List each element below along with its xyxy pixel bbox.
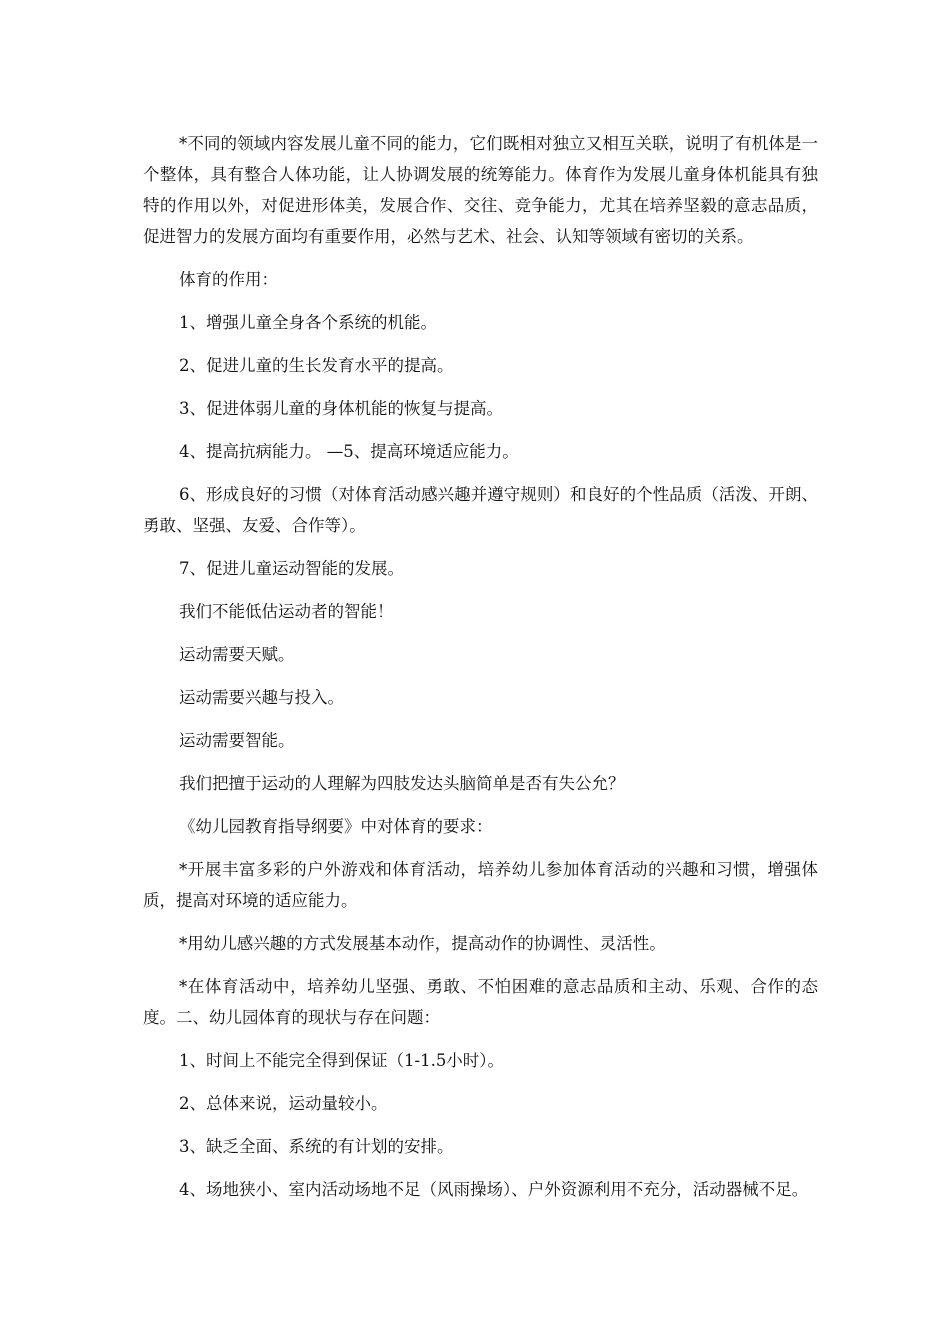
- document-body: [143, 128, 818, 1205]
- paragraph-intelligence: 我们不能低估运动者的智能！: [179, 602, 394, 621]
- heading-guideline: 《幼儿园教育指导纲要》中对体育的要求：: [179, 817, 493, 836]
- problem-item-3: 3、缺乏全面、系统的有计划的安排。: [179, 1137, 454, 1156]
- list-item-role-3: 3、促进体弱儿童的身体机能的恢复与提高。: [179, 399, 503, 418]
- list-item-role-2: 2、促进儿童的生长发育水平的提高。: [179, 356, 454, 375]
- heading-pe-roles: 体育的作用：: [179, 270, 278, 289]
- problem-item-1: 1、时间上不能完全得到保证（1-1.5小时）。: [179, 1051, 505, 1070]
- guideline-item-2: *用幼儿感兴趣的方式发展基本动作，提高动作的协调性、灵活性。: [179, 934, 666, 953]
- guideline-item-1: *开展丰富多彩的户外游戏和体育活动，培养幼儿参加体育活动的兴趣和习惯，增强体质，提高对环境的适应能力。: [143, 860, 818, 910]
- problem-item-2: 2、总体来说，运动量较小。: [179, 1094, 388, 1113]
- list-item-role-6: 6、形成良好的习惯（对体育活动感兴趣并遵守规则）和良好的个性品质（活泼、开朗、勇敢、坚强、友爱、合作等）。: [143, 485, 818, 535]
- paragraph-talent: 运动需要天赋。: [179, 645, 295, 664]
- list-item-role-4-5: 4、提高抗病能力。 —5、提高环境适应能力。: [179, 442, 519, 461]
- paragraph-wisdom: 运动需要智能。: [179, 731, 295, 750]
- paragraph-question: 我们把擅于运动的人理解为四肢发达头脑简单是否有失公允？: [179, 774, 625, 793]
- list-item-role-1: 1、增强儿童全身各个系统的机能。: [179, 313, 437, 332]
- list-item-role-7: 7、促进儿童运动智能的发展。: [179, 559, 404, 578]
- paragraph-interest: 运动需要兴趣与投入。: [179, 688, 344, 707]
- guideline-item-3: *在体育活动中，培养幼儿坚强、勇敢、不怕困难的意志品质和主动、乐观、合作的态度。二、幼儿园体育的现状与存在问题：: [143, 977, 818, 1027]
- paragraph-intro: *不同的领域内容发展儿童不同的能力，它们既相对独立又相互关联，说明了有机体是一个整体，具有整合人体功能，让人协调发展的统筹能力。体育作为发展儿童身体机能具有独特的作用以外，对促进形体美，发展合作、交往、竞争能力，尤其在培养坚毅的意志品质，促进智力的发展方面均有重要作用，必然与艺术、社会、认知等领域有密切的关系。: [143, 134, 818, 246]
- problem-item-4: 4、场地狭小、室内活动场地不足（风雨操场）、户外资源利用不充分，活动器械不足。: [179, 1180, 809, 1199]
